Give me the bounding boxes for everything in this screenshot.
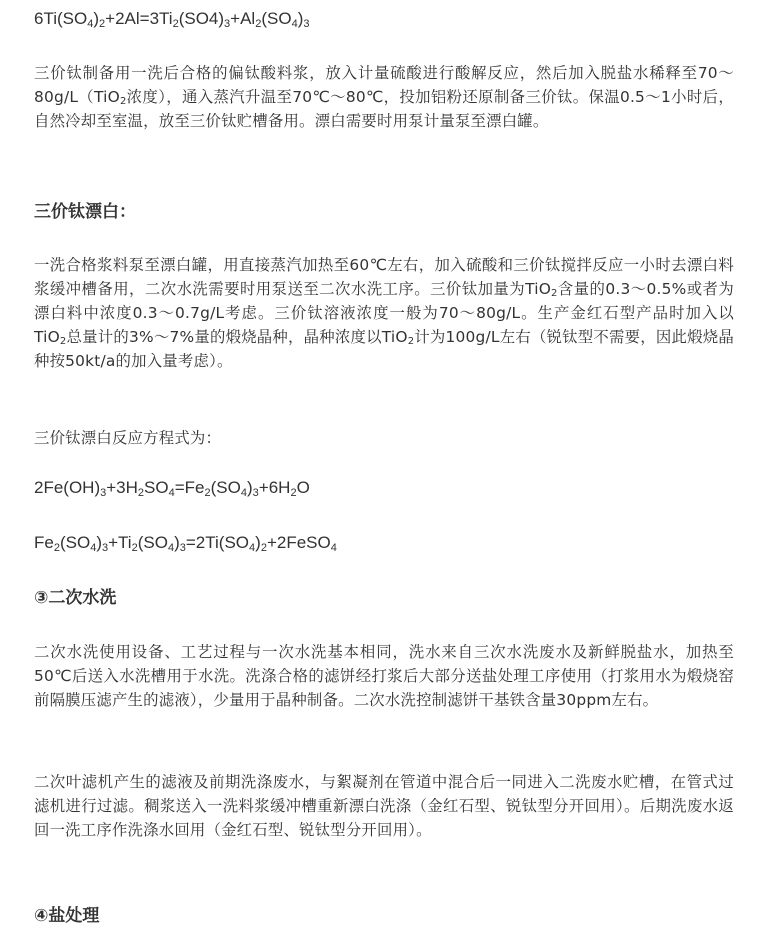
paragraph-ti3-bleaching: 一洗合格浆料泵至漂白罐，用直接蒸汽加热至60℃左右，加入硫酸和三价钛搅拌反应一小时去漂白料浆缓冲槽备用，二次水洗需要时用泵送至二次水洗工序。三价钛加量为TiO$_2$含量的0.3～0.5%或者为漂白料中浓度0.3～0.7g/L考虑。三价钛溶液浓度一般为70～80g/L。生产金红石型产品时加入以TiO$_2$总量计的3%～7%量的煅烧晶种，晶种浓度以TiO$_2$计为100g/L左右（锐钛型不需要，因此煅烧晶种按50kt/a的加入量考虑）。 <box>34 256 734 370</box>
paragraph-second-wash: 二次水洗使用设备、工艺过程与一次水洗基本相同，洗水来自三次水洗废水及新鲜脱盐水，加热至50℃后送入水洗槽用于水洗。洗涤合格的滤饼经打浆后大部分送盐处理工序使用（打浆用水为煅烧窑前隔膜压滤产生的滤液），少量用于晶种制备。二次水洗控制滤饼干基铁含量30ppm左右。 <box>34 643 734 709</box>
heading-salt-treatment: ④盐处理 <box>34 906 100 926</box>
paragraph-ti3-preparation: 三价钛制备用一洗后合格的偏钛酸料浆，放入计量硫酸进行酸解反应，然后加入脱盐水稀释至70～80g/L（TiO$_2$浓度），通入蒸汽升温至70℃～80℃，投加铝粉还原制备三价钛。保温0.5～1小时后，自然冷却至室温，放至三价钛贮槽备用。漂白需要时用泵计量泵至漂白罐。 <box>34 64 734 130</box>
equation-ti-reduction: $6Ti(SO_4)_2+2Al=3Ti_2(SO4)_3+Al_2(SO_4)_3$ <box>34 9 310 30</box>
paragraph-leaf-filter: 二次叶滤机产生的滤液及前期洗涤废水，与絮凝剂在管道中混合后一同进入二洗废水贮槽，在管式过滤机进行过滤。稠浆送入一洗料浆缓冲槽重新漂白洗涤（金红石型、锐钛型分开回用）。后期洗废水返回一洗工序作洗涤水回用（金红石型、锐钛型分开回用）。 <box>34 773 734 839</box>
heading-second-wash: ③二次水洗 <box>34 588 117 608</box>
label-bleaching-equations: 三价钛漂白反应方程式为： <box>34 429 222 447</box>
equation-fe-sulfate: $Fe_2(SO_4)_3+Ti_2(SO_4)_3=2Ti(SO_4)_2+2FeSO_4$ <box>34 533 337 554</box>
heading-ti3-bleaching: 三价钛漂白： <box>34 202 136 222</box>
equation-fe-hydroxide: $2Fe(OH)_3+3H_2SO_4=Fe_2(SO_4)_3+6H_2O$ <box>34 478 310 499</box>
